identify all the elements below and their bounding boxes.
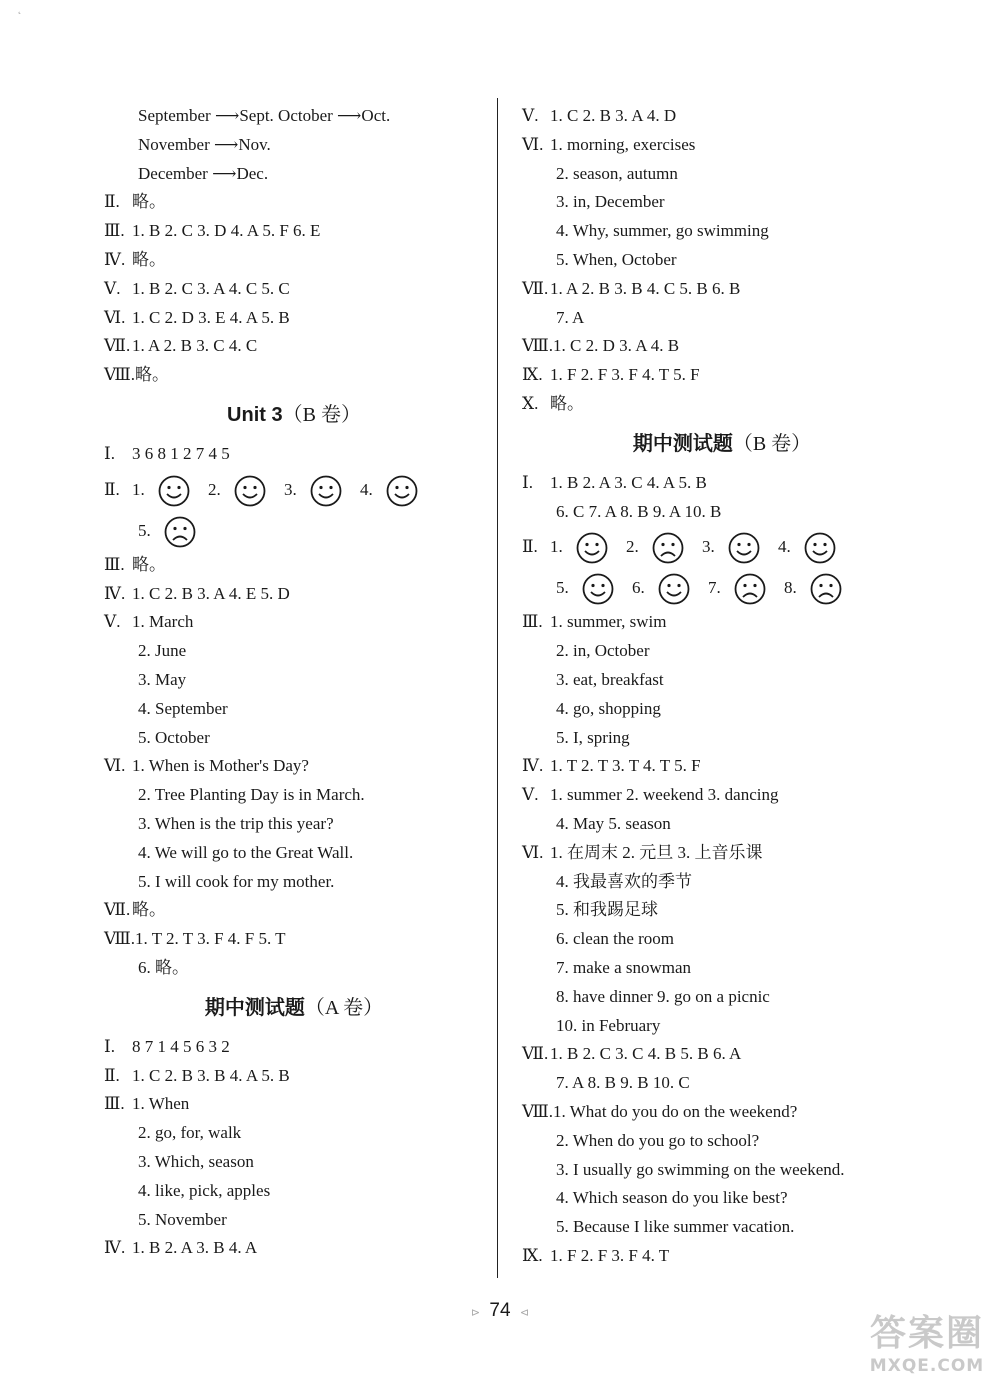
answer-text: 4. Which season do you like best? — [556, 1188, 788, 1208]
smiley-face-icon — [386, 475, 418, 507]
answer-line — [522, 868, 922, 897]
scan-corner-mark: ˛ — [18, 4, 22, 15]
answer-line — [104, 1033, 484, 1062]
smiley-face-icon — [310, 475, 342, 507]
answer-text: 2. When do you go to school? — [556, 1130, 760, 1150]
question-number: Ⅴ. — [104, 278, 121, 298]
answer-line — [104, 752, 484, 781]
answer-text: 1. C 2. D 3. A 4. B — [553, 336, 680, 356]
answer-text: 1. B 2. C 3. A 4. C 5. C — [132, 278, 290, 298]
question-number: Ⅶ. — [522, 278, 549, 298]
face-answer — [778, 526, 854, 567]
question-number: Ⅵ. — [104, 307, 126, 327]
answer-text: 8. have dinner 9. go on a picnic — [556, 986, 770, 1006]
answer-text: 略。 — [132, 554, 166, 574]
face-answer-number: 8. — [784, 578, 797, 598]
answer-text: 1. summer 2. weekend 3. dancing — [550, 785, 779, 805]
answer-line — [104, 580, 484, 609]
answer-text: 3. I usually go swimming on the weekend. — [556, 1159, 845, 1179]
answer-line — [522, 695, 922, 724]
answer-line — [104, 868, 484, 897]
answer-text: 1. March — [132, 612, 194, 632]
question-number: Ⅰ. — [104, 443, 115, 463]
answer-text: 5. When, October — [556, 249, 677, 269]
answer-line — [104, 275, 484, 304]
answer-line — [522, 1184, 922, 1213]
page-number-left-ornament-icon: ⊳ — [470, 1307, 481, 1319]
answer-line — [104, 954, 484, 983]
smiley-face-icon — [582, 573, 614, 605]
question-number: Ⅵ. — [522, 134, 544, 154]
answer-line — [522, 724, 922, 753]
answer-line — [104, 666, 484, 695]
face-answer-number: 2. — [208, 479, 221, 499]
answer-line-faces — [522, 526, 922, 567]
answer-line — [104, 440, 484, 469]
question-number: Ⅴ. — [522, 785, 539, 805]
answer-text: 4. like, pick, apples — [138, 1180, 271, 1200]
answer-line — [104, 304, 484, 333]
question-number: Ⅳ. — [104, 583, 126, 603]
answer-line — [104, 1119, 484, 1148]
site-watermark-logo — [862, 1312, 992, 1390]
answer-text: 4. 我最喜欢的季节 — [556, 871, 692, 891]
answer-line — [522, 666, 922, 695]
answer-text: 5. October — [138, 727, 210, 747]
answer-text: 3. in, December — [556, 192, 665, 212]
answer-text: 1. What do you do on the weekend? — [553, 1101, 798, 1121]
answer-line — [522, 752, 922, 781]
answer-line-faces — [522, 567, 922, 608]
left-column — [104, 102, 484, 1263]
answer-text: November ⟶Nov. — [138, 134, 271, 154]
answer-line — [522, 361, 922, 390]
answer-line — [104, 551, 484, 580]
face-answer-number: 4. — [360, 479, 373, 499]
answer-text: 1. When is Mother's Day? — [132, 756, 309, 776]
question-number: Ⅱ. — [104, 1065, 120, 1085]
answer-text: 略。 — [132, 249, 166, 269]
answer-line — [104, 637, 484, 666]
answer-line — [522, 925, 922, 954]
answer-line — [104, 896, 484, 925]
answer-line — [522, 954, 922, 983]
answer-line — [104, 839, 484, 868]
answer-text: 1. T 2. T 3. F 4. F 5. T — [135, 929, 286, 949]
answer-line — [522, 637, 922, 666]
answer-text: 2. Tree Planting Day is in March. — [138, 785, 365, 805]
column-divider — [497, 98, 498, 1278]
answer-text: 1. B 2. A 3. B 4. A — [132, 1238, 258, 1258]
face-answer — [138, 510, 214, 551]
answer-text: 6. C 7. A 8. B 9. A 10. B — [556, 501, 722, 521]
face-answer-number: 1. — [132, 479, 145, 499]
answer-text: 1. C 2. D 3. E 4. A 5. B — [132, 307, 290, 327]
answer-line — [104, 1062, 484, 1091]
answer-line — [522, 983, 922, 1012]
answer-text: 1. F 2. F 3. F 4. T 5. F — [550, 365, 700, 385]
answer-line — [104, 1206, 484, 1235]
page-number-right-ornament-icon: ⊲ — [519, 1307, 530, 1319]
answer-text: 1. C 2. B 3. B 4. A 5. B — [132, 1065, 290, 1085]
answer-text: 3. May — [138, 669, 187, 689]
question-number: Ⅹ. — [522, 393, 539, 413]
face-answer-number: 3. — [284, 479, 297, 499]
answer-text: 1. C 2. B 3. A 4. D — [550, 106, 677, 125]
sad-face-icon — [164, 516, 196, 548]
question-number: Ⅷ. — [522, 1101, 554, 1121]
question-number: Ⅶ. — [104, 336, 131, 356]
answer-text: 1. F 2. F 3. F 4. T — [550, 1245, 670, 1265]
answer-text: 略。 — [135, 365, 170, 385]
section-heading-title: 期中测试题 — [204, 996, 305, 1019]
answer-line — [104, 925, 484, 954]
answer-text: 5. 和我踢足球 — [556, 900, 658, 920]
face-answer-number: 5. — [556, 578, 569, 598]
answer-text: 1. B 2. C 3. C 4. B 5. B 6. A — [550, 1044, 742, 1064]
answer-line — [522, 839, 922, 868]
answer-text: 2. season, autumn — [556, 163, 678, 183]
answer-text: 2. go, for, walk — [138, 1123, 242, 1143]
smiley-face-icon — [804, 532, 836, 564]
section-heading — [104, 983, 484, 1033]
answer-line-faces — [104, 510, 484, 551]
answer-text: 7. make a snowman — [556, 957, 692, 977]
answer-text: 3. eat, breakfast — [556, 669, 664, 689]
question-number: Ⅴ. — [522, 106, 539, 125]
sad-face-icon — [810, 573, 842, 605]
sad-face-icon — [652, 532, 684, 564]
answer-line — [104, 1234, 484, 1263]
question-number: Ⅸ. — [522, 1245, 543, 1265]
answer-text: 5. I will cook for my mother. — [138, 871, 335, 891]
face-answer — [632, 567, 708, 608]
answer-line — [522, 810, 922, 839]
answer-line — [522, 188, 922, 217]
question-number: Ⅰ. — [104, 1036, 115, 1056]
answer-text: 略。 — [132, 900, 166, 920]
answer-line — [522, 781, 922, 810]
answer-text: 1. A 2. B 3. C 4. C — [132, 336, 258, 356]
answer-line — [522, 896, 922, 925]
face-answer-number: 2. — [626, 537, 639, 557]
answer-line — [522, 304, 922, 333]
question-number: Ⅳ. — [104, 249, 126, 269]
smiley-face-icon — [234, 475, 266, 507]
answer-text: 4. May 5. season — [556, 813, 671, 833]
answer-text: 1. T 2. T 3. T 4. T 5. F — [550, 756, 701, 776]
answer-text: 4. Why, summer, go swimming — [556, 221, 769, 241]
answer-text: 1. When — [132, 1094, 190, 1114]
answer-line — [522, 246, 922, 275]
section-heading — [522, 419, 922, 469]
smiley-face-icon — [576, 532, 608, 564]
answer-text: 3. Which, season — [138, 1151, 254, 1171]
answer-text: 3 6 8 1 2 7 4 5 — [132, 443, 230, 463]
answer-line — [104, 608, 484, 637]
answer-line — [522, 160, 922, 189]
answer-line-faces — [104, 469, 484, 510]
sad-face-icon — [734, 573, 766, 605]
page-number-text: 74 — [489, 1300, 511, 1321]
question-number: Ⅷ. — [104, 929, 136, 949]
answer-line — [522, 332, 922, 361]
face-answer-number: 4. — [778, 537, 791, 557]
answer-text: 6. clean the room — [556, 929, 675, 949]
answer-line — [522, 1098, 922, 1127]
face-answer-number: 6. — [632, 578, 645, 598]
answer-line — [522, 102, 922, 131]
answer-text: 1. summer, swim — [550, 612, 667, 632]
page-number — [0, 1300, 1000, 1322]
section-heading-subtitle: （B 卷） — [732, 432, 812, 455]
answer-line — [104, 160, 484, 189]
face-answer — [284, 469, 360, 510]
answer-text: 略。 — [132, 192, 166, 212]
answer-text: 5. Because I like summer vacation. — [556, 1217, 795, 1237]
answer-text: 5. I, spring — [556, 727, 630, 747]
answer-line — [522, 1069, 922, 1098]
answer-text: 7. A — [556, 307, 585, 327]
answer-text: 5. November — [138, 1209, 227, 1229]
answer-line — [104, 810, 484, 839]
answer-text: 4. We will go to the Great Wall. — [138, 842, 354, 862]
answer-text: 1. A 2. B 3. B 4. C 5. B 6. B — [550, 278, 741, 298]
section-heading-subtitle: （B 卷） — [282, 403, 361, 426]
answer-line — [522, 390, 922, 419]
face-answer — [784, 567, 860, 608]
question-number: Ⅱ. — [104, 479, 120, 499]
right-column — [522, 102, 922, 1271]
smiley-face-icon — [658, 573, 690, 605]
answer-text: 1. morning, exercises — [550, 134, 696, 154]
face-answer-number: 5. — [138, 520, 151, 540]
answer-line — [522, 1242, 922, 1271]
answer-line — [522, 1213, 922, 1242]
answer-line — [522, 1012, 922, 1041]
smiley-face-icon — [728, 532, 760, 564]
answer-text: 6. 略。 — [138, 957, 189, 977]
face-answer — [360, 469, 436, 510]
answer-text: 1. 在周末 2. 元旦 3. 上音乐课 — [550, 842, 763, 862]
question-number: Ⅱ. — [522, 537, 538, 557]
answer-line — [522, 217, 922, 246]
answer-line — [104, 102, 484, 131]
question-number: Ⅷ. — [104, 365, 136, 385]
face-answer — [208, 469, 284, 510]
question-number: Ⅳ. — [522, 756, 544, 776]
question-number: Ⅸ. — [522, 365, 543, 385]
answer-text: 7. A 8. B 9. B 10. C — [556, 1073, 690, 1093]
question-number: Ⅲ. — [104, 221, 125, 241]
answer-line — [104, 246, 484, 275]
face-answer — [550, 526, 626, 567]
answer-text: 2. in, October — [556, 641, 650, 661]
face-answer — [708, 567, 784, 608]
section-heading — [104, 390, 484, 440]
answer-text: 2. June — [138, 641, 187, 661]
answer-line — [104, 217, 484, 246]
answer-text: 3. When is the trip this year? — [138, 813, 334, 833]
section-heading-title: 期中测试题 — [632, 432, 733, 455]
answer-text: 略。 — [550, 393, 584, 413]
answer-text: September ⟶Sept. October ⟶Oct. — [138, 106, 391, 125]
answer-text: 4. September — [138, 698, 228, 718]
answer-line — [104, 188, 484, 217]
watermark-site-text: MXQE.COM — [869, 1356, 985, 1376]
answer-line — [104, 695, 484, 724]
answer-line — [104, 781, 484, 810]
face-answer-number: 1. — [550, 537, 563, 557]
question-number: Ⅲ. — [104, 554, 125, 574]
question-number: Ⅵ. — [522, 842, 544, 862]
face-answer — [626, 526, 702, 567]
answer-line — [104, 332, 484, 361]
face-answer-number: 7. — [708, 578, 721, 598]
answer-text: 4. go, shopping — [556, 698, 661, 718]
answer-line — [104, 724, 484, 753]
answer-line — [522, 1127, 922, 1156]
face-answer — [702, 526, 778, 567]
answer-line — [522, 275, 922, 304]
question-number: Ⅷ. — [522, 336, 554, 356]
answer-line — [522, 469, 922, 498]
answer-line — [104, 1090, 484, 1119]
section-heading-subtitle: （A 卷） — [304, 996, 384, 1019]
answer-text: 8 7 1 4 5 6 3 2 — [132, 1036, 230, 1056]
answer-line — [104, 131, 484, 160]
answer-text: 1. B 2. A 3. C 4. A 5. B — [550, 472, 707, 492]
question-number: Ⅲ. — [104, 1094, 125, 1114]
answer-line — [522, 1040, 922, 1069]
answer-line — [522, 1156, 922, 1185]
smiley-face-icon — [158, 475, 190, 507]
answer-text: 1. C 2. B 3. A 4. E 5. D — [132, 583, 290, 603]
section-heading-title: Unit 3 — [227, 403, 283, 426]
question-number: Ⅳ. — [104, 1238, 126, 1258]
answer-line — [522, 608, 922, 637]
face-answer — [556, 567, 632, 608]
answer-line — [522, 131, 922, 160]
answer-line — [104, 361, 484, 390]
question-number: Ⅴ. — [104, 612, 121, 632]
question-number: Ⅰ. — [522, 472, 533, 492]
answer-text: December ⟶Dec. — [138, 163, 269, 183]
face-answer — [132, 469, 208, 510]
answer-line — [522, 498, 922, 527]
question-number: Ⅲ. — [522, 612, 543, 632]
question-number: Ⅶ. — [522, 1044, 549, 1064]
answer-line — [104, 1177, 484, 1206]
question-number: Ⅶ. — [104, 900, 131, 920]
answer-text: 10. in February — [556, 1015, 661, 1035]
question-number: Ⅱ. — [104, 192, 120, 212]
watermark-logo-mark: 答案圈 — [869, 1313, 984, 1354]
question-number: Ⅵ. — [104, 756, 126, 776]
face-answer-number: 3. — [702, 537, 715, 557]
answer-line — [104, 1148, 484, 1177]
answer-text: 1. B 2. C 3. D 4. A 5. F 6. E — [132, 221, 321, 241]
